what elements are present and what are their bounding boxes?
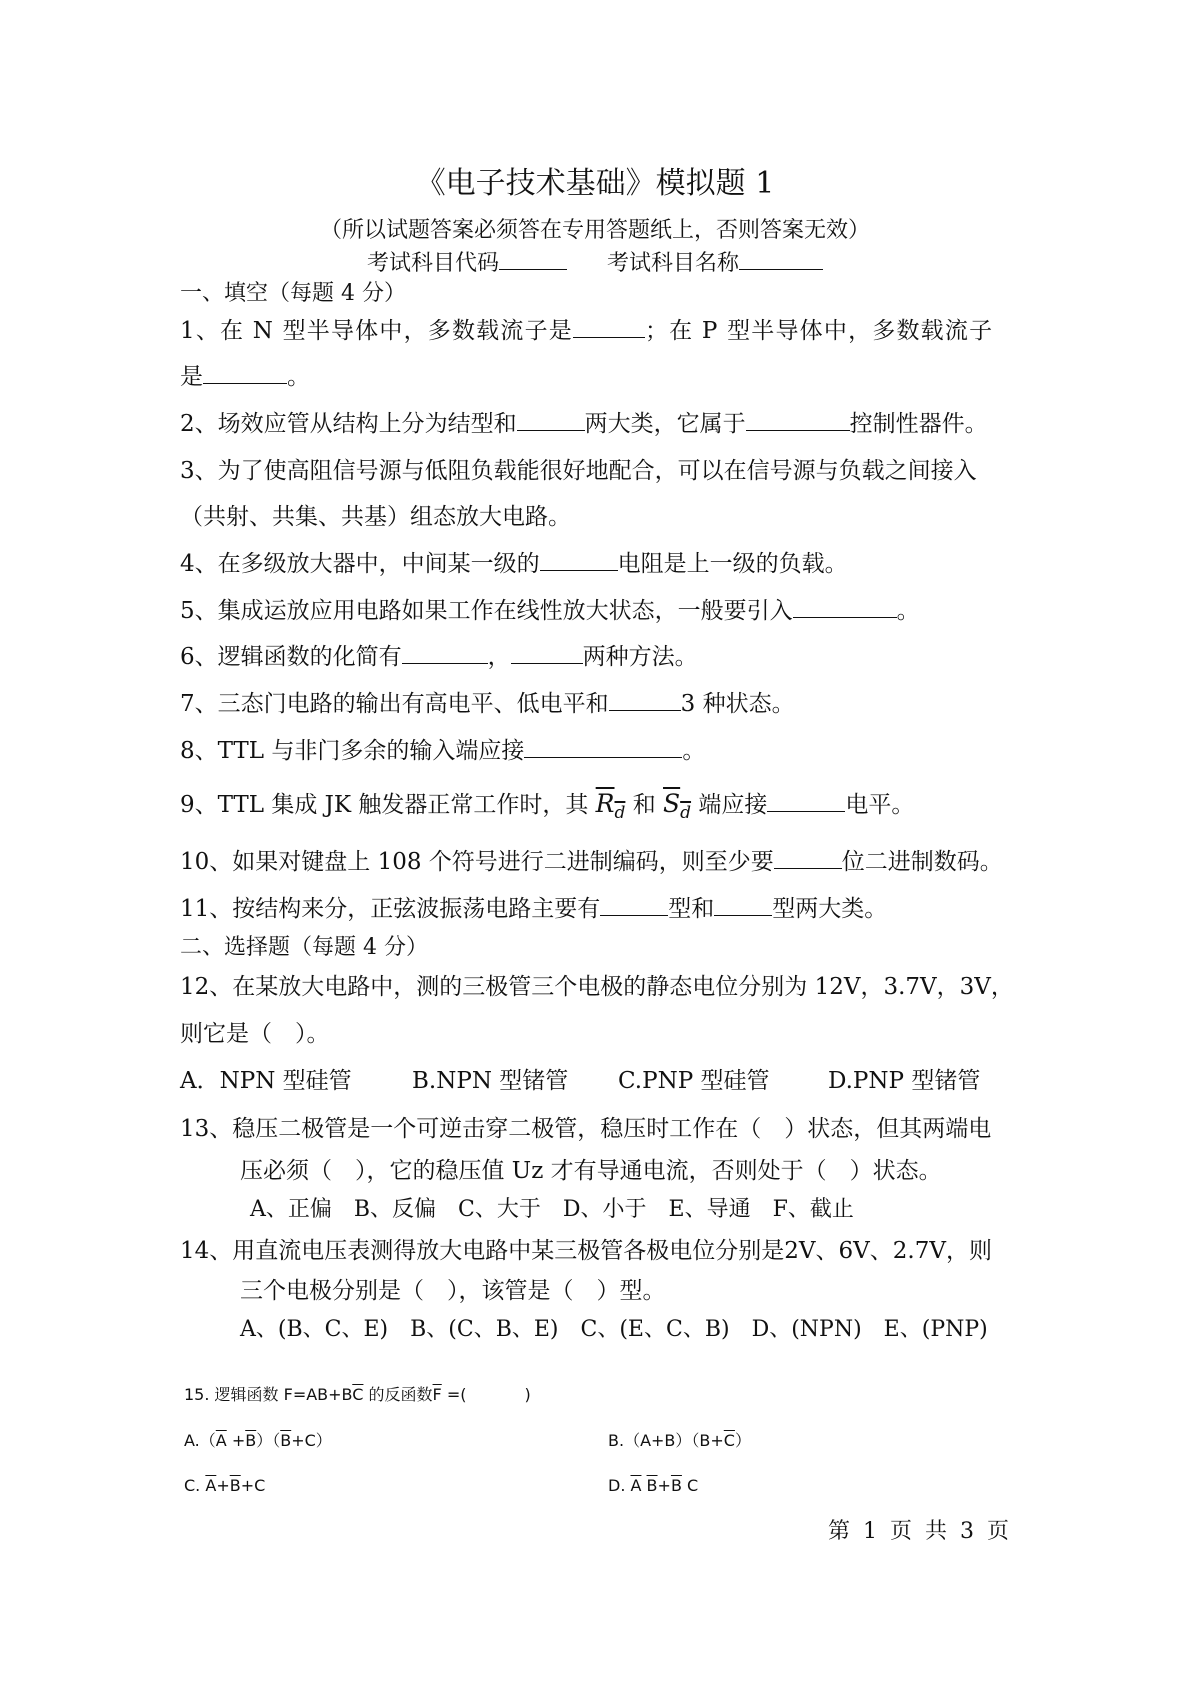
subject-name-label: 考试科目名称 <box>607 251 740 276</box>
q13-options: A、正偏 B、反偏 C、大于 D、小于 E、导通 F、截止 <box>250 1197 854 1222</box>
q14-options: A、(B、C、E) B、(C、B、E) C、(E、C、B) D、(NPN) E、(PNP) <box>240 1317 988 1342</box>
q12-option-b: B.NPN 型锗管 <box>412 1068 569 1094</box>
subject-name-blank <box>739 247 823 270</box>
q12-option-d: D.PNP 型锗管 <box>828 1068 981 1094</box>
question-11: 11、按结构来分，正弦波振荡电路主要有 型和 型两大类。 <box>180 890 887 923</box>
question-1-cont: 是 。 <box>180 358 310 391</box>
question-13: 13、稳压二极管是一个可逆击穿二极管，稳压时工作在（ ）状态，但其两端电 <box>180 1116 992 1142</box>
q15-option-b: $B.(A+B)(B+\overline{C})$ <box>608 1431 751 1450</box>
q15-option-d: D. $\overline{A}$ $\overline{B}+\overline{B}$ C <box>608 1476 699 1495</box>
question-5: 5、集成运放应用电路如果工作在线性放大状态，一般要引入 。 <box>180 592 920 625</box>
question-12: 12、在某放大电路中，测的三极管三个电极的静态电位分别为 12V，3.7V，3V， <box>180 974 1014 1000</box>
question-2: 2、场效应管从结构上分为结型和 两大类，它属于 控制性器件。 <box>180 405 988 438</box>
section-heading-fill: 一、填空（每题 4 分） <box>180 281 406 306</box>
question-4: 4、在多级放大器中，中间某一级的 电阻是上一级的负载。 <box>180 545 848 578</box>
page-title: 《电子技术基础》模拟题 1 <box>415 166 775 201</box>
question-14: 14、用直流电压表测得放大电路中某三极管各极电位分别是2V、6V、2.7V，则 <box>180 1238 992 1264</box>
question-3-cont: （共射、共集、共基）组态放大电路。 <box>180 504 571 530</box>
subject-code-blank <box>499 247 567 270</box>
answer-blank <box>767 789 845 812</box>
answer-blank <box>203 361 287 384</box>
question-14-cont: 三个电极分别是（ ），该管是（ ）型。 <box>240 1278 666 1304</box>
answer-blank <box>609 688 681 711</box>
q15-option-a: $A.(\overline{A} +\overline{B})(\overline{B}+C)$ <box>184 1431 332 1450</box>
question-7: 7、三态门电路的输出有高电平、低电平和 3 种状态。 <box>180 685 795 718</box>
answer-blank <box>511 641 583 664</box>
c-bar-symbol: $\overline{C}$ <box>352 1385 364 1404</box>
instruction-note: （所以试题答案必须答在专用答题纸上，否则答案无效） <box>319 218 870 243</box>
answer-blank <box>540 548 618 571</box>
question-10: 10、如果对键盘上 108 个符号进行二进制编码，则至少要 位二进制数码。 <box>180 843 1003 876</box>
answer-blank <box>573 315 645 338</box>
answer-blank <box>774 846 842 869</box>
q12-option-c: C.PNP 型硅管 <box>618 1068 770 1094</box>
answer-blank <box>714 893 772 916</box>
subject-fields <box>0 246 1190 277</box>
f-bar-symbol: $\overline{F}$ <box>432 1385 442 1404</box>
question-9: 9、TTL 集成 JK 触发器正常工作时，其 $R_d$ 和 $S_d$ 端应接 电平。 <box>180 789 915 823</box>
question-8: 8、TTL 与非门多余的输入端应接 。 <box>180 732 705 765</box>
answer-blank <box>793 595 897 618</box>
rd-bar-symbol: $R_d$ <box>595 789 626 823</box>
page-footer: 第 1 页 共 3 页 <box>828 1519 1009 1544</box>
answer-blank <box>517 408 585 431</box>
answer-blank <box>746 408 850 431</box>
question-1: 1、在 N 型半导体中，多数载流子是 ；在 P 型半导体中，多数载流子 <box>180 312 993 345</box>
answer-blank <box>600 893 668 916</box>
question-12-cont: 则它是（ ）。 <box>180 1021 330 1047</box>
answer-blank <box>402 641 488 664</box>
q12-option-a: A．NPN 型硅管 <box>180 1068 352 1094</box>
q15-option-c: C. $\overline{A}+\overline{B}+C$ <box>184 1476 266 1495</box>
question-15: 15. 逻辑函数 $F=AB+B\overline{C}$ 的反函数$\overline{F}$ =( ) <box>184 1385 531 1404</box>
question-3: 3、为了使高阻信号源与低阻负载能很好地配合，可以在信号源与负载之间接入 <box>180 458 977 484</box>
answer-blank <box>524 735 682 758</box>
question-13-cont: 压必须（ ），它的稳压值 Uz 才有导通电流，否则处于（ ）状态。 <box>240 1158 942 1184</box>
section-heading-choice: 二、选择题（每题 4 分） <box>180 935 428 960</box>
question-6: 6、逻辑函数的化简有 ， 两种方法。 <box>180 638 698 671</box>
sd-bar-symbol: $S_d$ <box>663 789 692 823</box>
subject-code-label: 考试科目代码 <box>366 251 499 276</box>
